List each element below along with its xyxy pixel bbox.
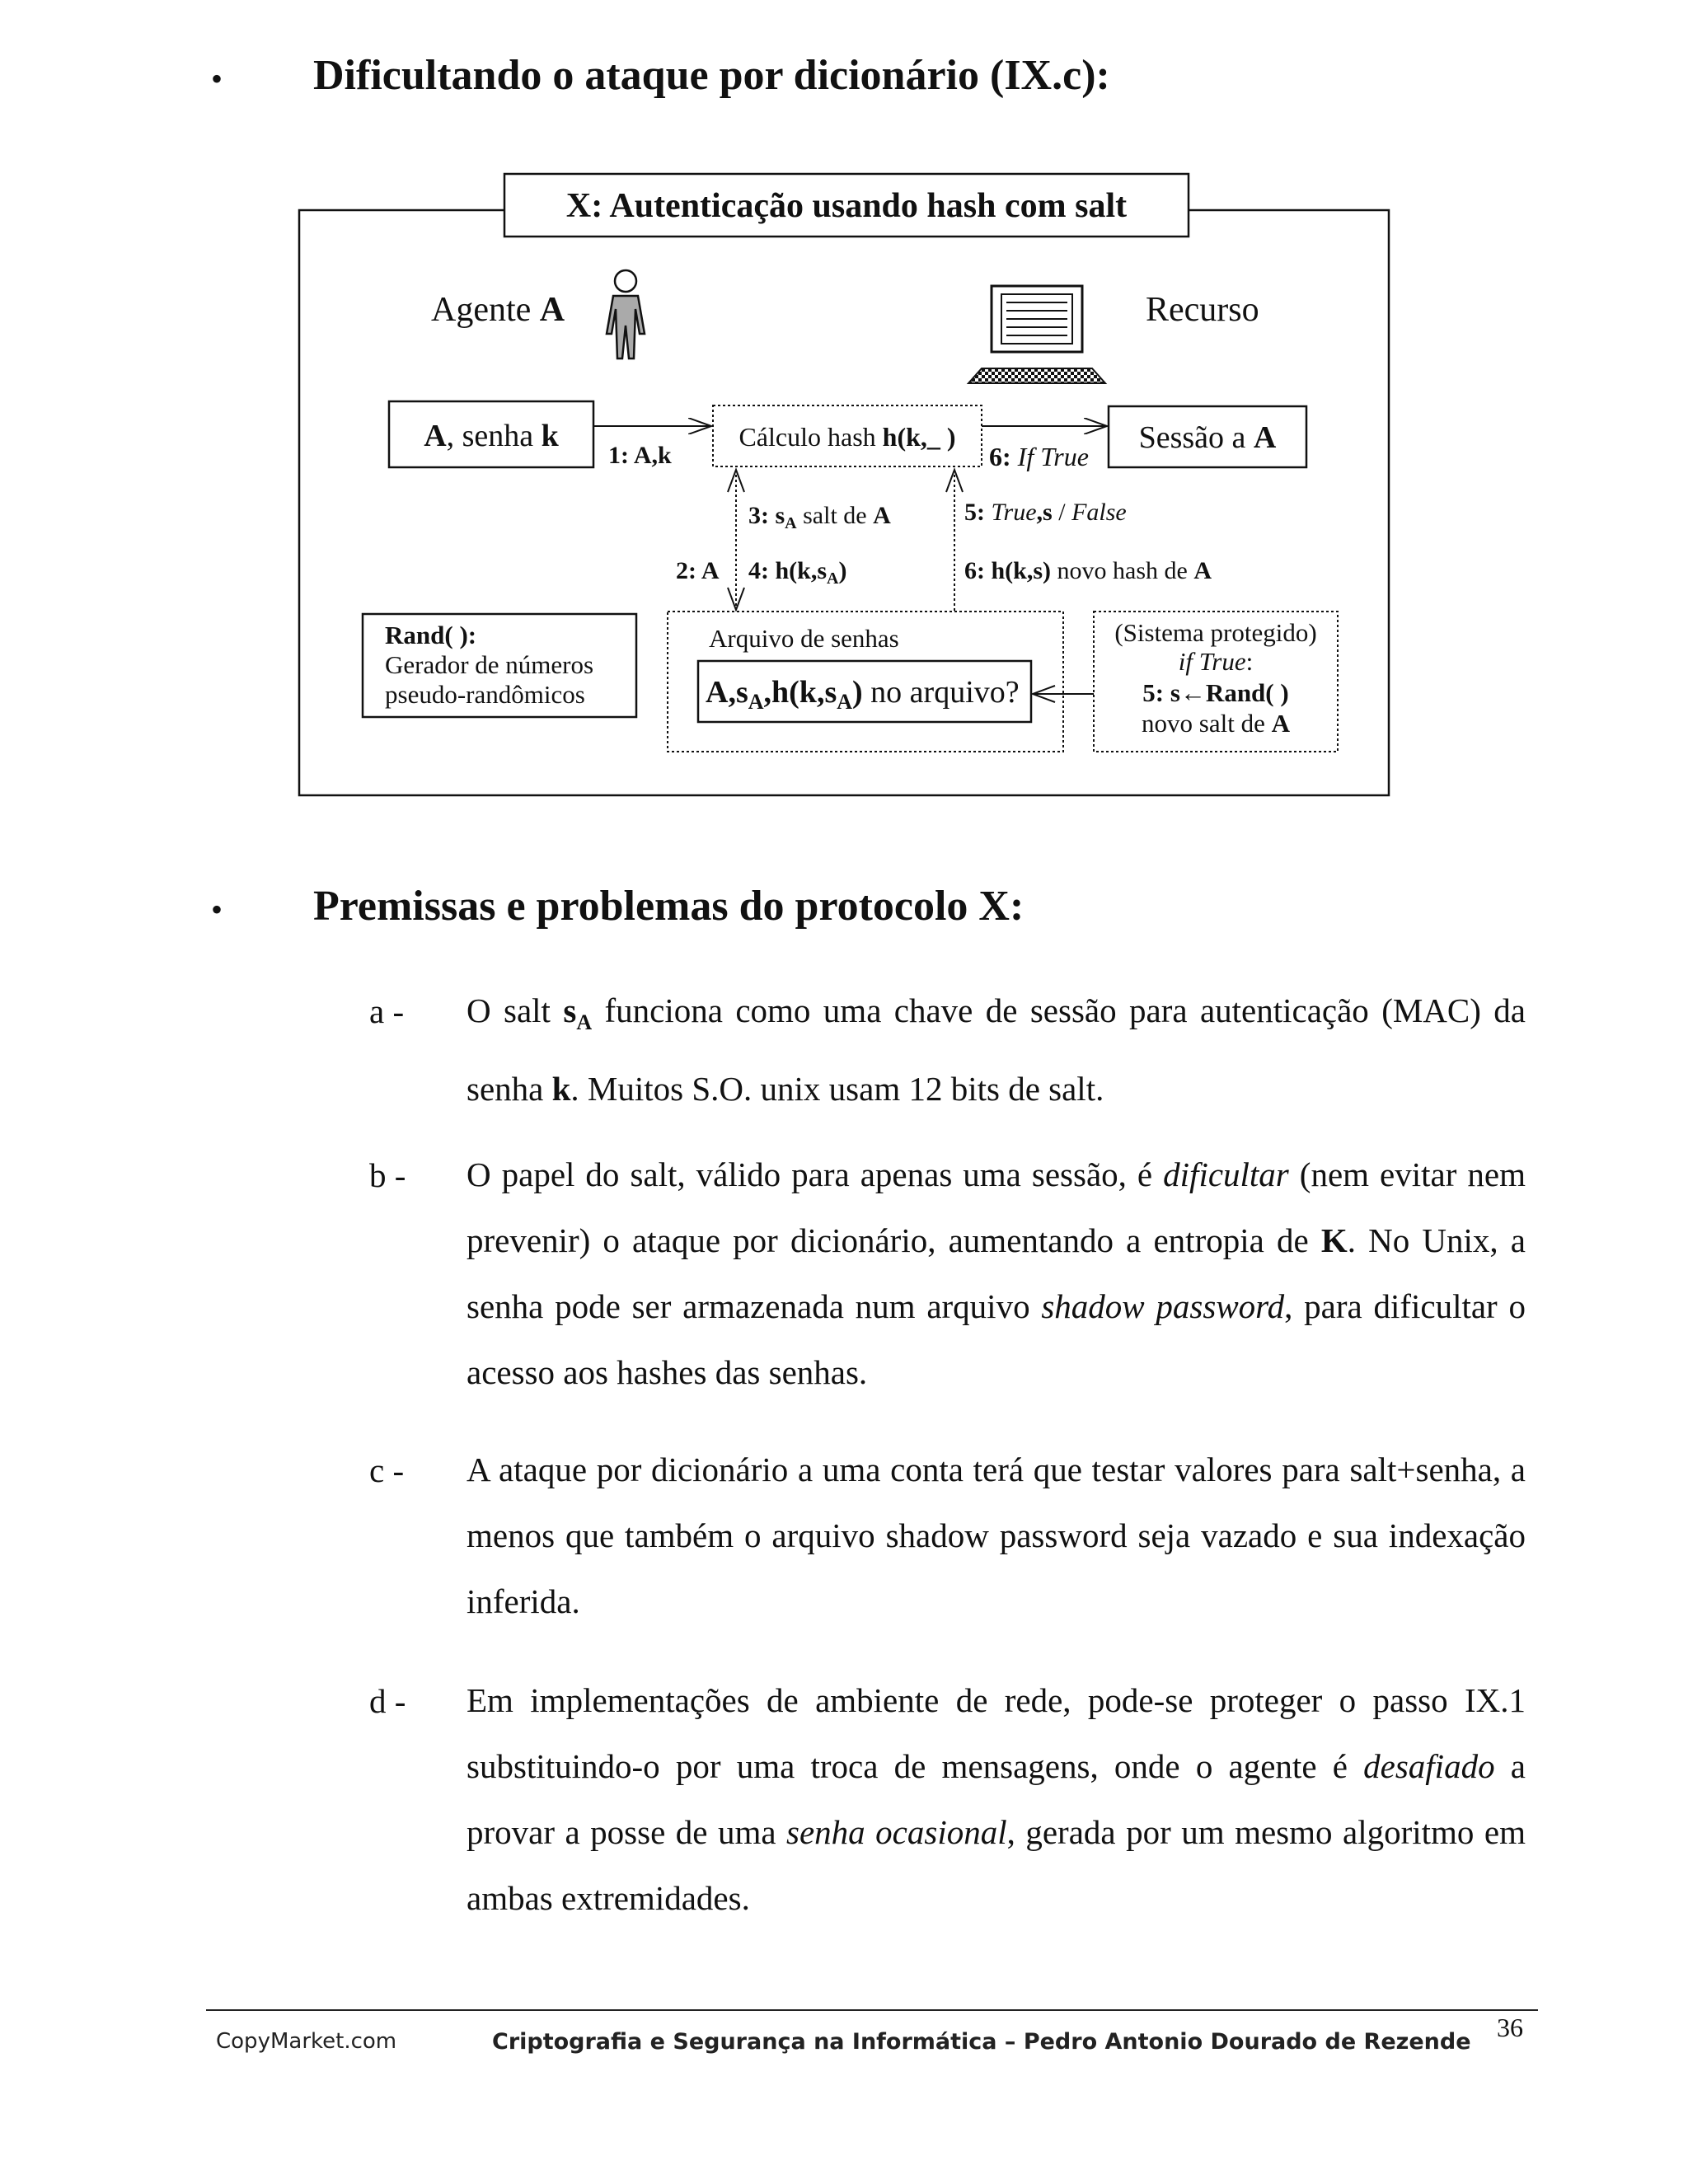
step-2-label: 2: A (676, 557, 720, 584)
footer-book-title: Criptografia e Segurança na Informática – Pedro Antonio Dourado de Rezende (492, 2029, 1471, 2055)
section-heading-1: Dificultando o ataque por dicionário (IX.c): (313, 52, 1110, 99)
rand-title: Rand( ): (385, 621, 477, 649)
hash-box-text: Cálculo hash h(k,_ ) (738, 422, 956, 452)
system-line-4: novo salt de A (1142, 709, 1290, 738)
item-b-label: b - (369, 1156, 406, 1194)
step-6-hash-label: 6: h(k,s) novo hash de A (964, 557, 1212, 584)
item-d-text: Em implementações de ambiente de rede, pode-se proteger o passo IX.1 substituindo-o por uma troca de mensagens, onde o agente é desafiado a provar a posse de uma senha ocasional, gerada por um mesmo algoritmo em ambas extremidades. (467, 1681, 1526, 1917)
step-3-label: 3: $s_A$ salt de A (748, 502, 891, 532)
resource-label: Recurso (1146, 291, 1259, 329)
password-file-label: Arquivo de senhas (709, 624, 899, 653)
rand-line-3: pseudo-randômicos (385, 680, 585, 709)
system-line-3: 5: s←Rand( ) (1142, 678, 1289, 707)
step-1-label: 1: A,k (608, 442, 672, 469)
item-d-label: d - (369, 1682, 406, 1720)
item-c-label: c - (369, 1451, 405, 1489)
computer-icon (968, 286, 1105, 383)
item-b-text: O papel do salt, válido para apenas uma sessão, é dificultar (nem evitar nem prevenir) o ataque por dicionário, aumentando a entropia de K. No Unix, a senha pode ser armazenada num arquivo shadow password, para dificultar o acesso aos hashes das senhas. (467, 1155, 1526, 1391)
session-box-text: Sessão a A (1138, 420, 1277, 455)
section-heading-2: Premissas e problemas do protocolo X: (313, 883, 1025, 930)
system-line-1: (Sistema protegido) (1114, 618, 1317, 647)
bullet-1: • (211, 60, 223, 97)
bullet-2: • (211, 891, 223, 928)
step-6-if-label: 6: If True (989, 442, 1089, 471)
agent-label: Agente A (431, 291, 565, 329)
item-c-text: A ataque por dicionário a uma conta terá que testar valores para salt+senha, a menos que também o arquivo shadow password seja vazado e sua indexação inferida. (467, 1451, 1526, 1620)
footer-divider (206, 2009, 1538, 2011)
person-icon (607, 270, 645, 359)
page-number: 36 (1497, 2013, 1523, 2042)
step-4-label: 4: $h(k,s_A)$ (748, 557, 847, 588)
item-a-label: a - (369, 992, 405, 1030)
item-a-text: O salt $s_A$ funciona como uma chave de sessão para autenticação (MAC) da senha k. Muitos S.O. unix usam 12 bits de salt. (467, 991, 1526, 1108)
footer-site[interactable]: CopyMarket.com (216, 2029, 397, 2054)
system-line-2: if True: (1178, 647, 1254, 676)
step-5-label: 5: True,s / False (964, 499, 1127, 526)
authentication-diagram (293, 169, 1397, 804)
file-query-text: $A,s_A,h(k,s_A)$ no arquivo? (706, 675, 1020, 714)
password-box-text: A, senha k (424, 419, 559, 453)
rand-line-2: Gerador de números (385, 650, 594, 679)
diagram-title: X: Autenticação usando hash com salt (565, 187, 1128, 225)
